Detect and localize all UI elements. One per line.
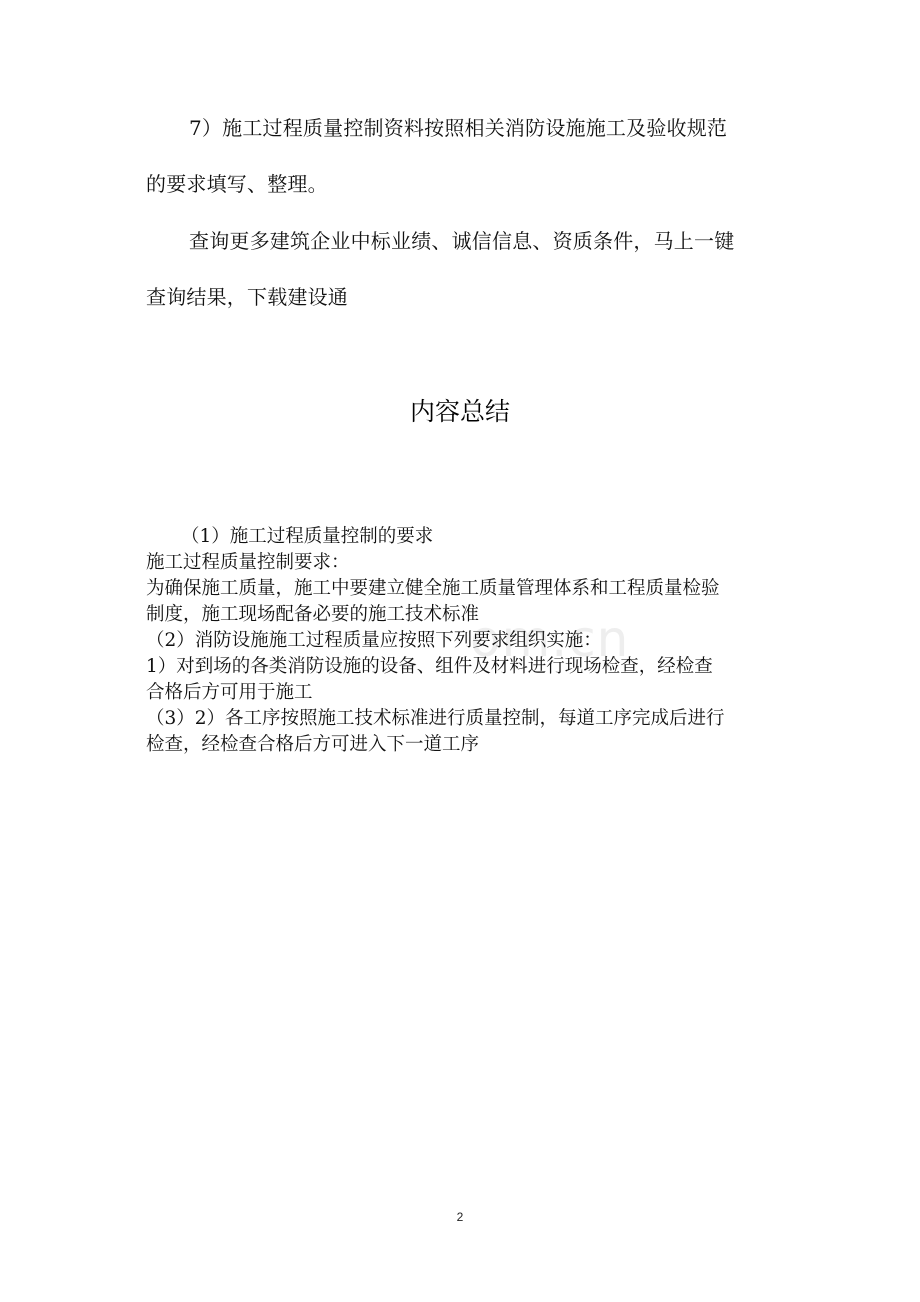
watermark: om.cn <box>470 610 630 668</box>
body-line-3: 查询更多建筑企业中标业绩、诚信信息、资质条件，马上一键 <box>189 229 735 253</box>
summary-line: 为确保施工质量，施工中要建立健全施工质量管理体系和工程质量检验 <box>146 578 720 599</box>
summary-line: 施工过程质量控制要求： <box>146 552 350 573</box>
page-number: 2 <box>456 1210 464 1224</box>
summary-line: 合格后方可用于施工 <box>146 682 313 703</box>
section-title: 内容总结 <box>409 397 510 426</box>
summary-line: 1）对到场的各类消防设施的设备、组件及材料进行现场检查，经检查 <box>146 656 713 677</box>
summary-line: 检查，经检查合格后方可进入下一道工序 <box>146 734 480 755</box>
summary-block <box>146 524 776 758</box>
summary-line: （2）消防设施施工过程质量应按照下列要求组织实施： <box>146 630 602 651</box>
body-line-4: 查询结果，下载建设通 <box>146 285 348 309</box>
summary-line: （3）2）各工序按照施工技术标准进行质量控制，每道工序完成后进行 <box>146 708 725 729</box>
body-line-2: 的要求填写、整理。 <box>146 172 328 196</box>
summary-line: （1）施工过程质量控制的要求 <box>181 526 434 547</box>
summary-line: 制度，施工现场配备必要的施工技术标准 <box>146 604 480 625</box>
body-line-1: 7）施工过程质量控制资料按照相关消防设施施工及验收规范 <box>189 116 728 140</box>
